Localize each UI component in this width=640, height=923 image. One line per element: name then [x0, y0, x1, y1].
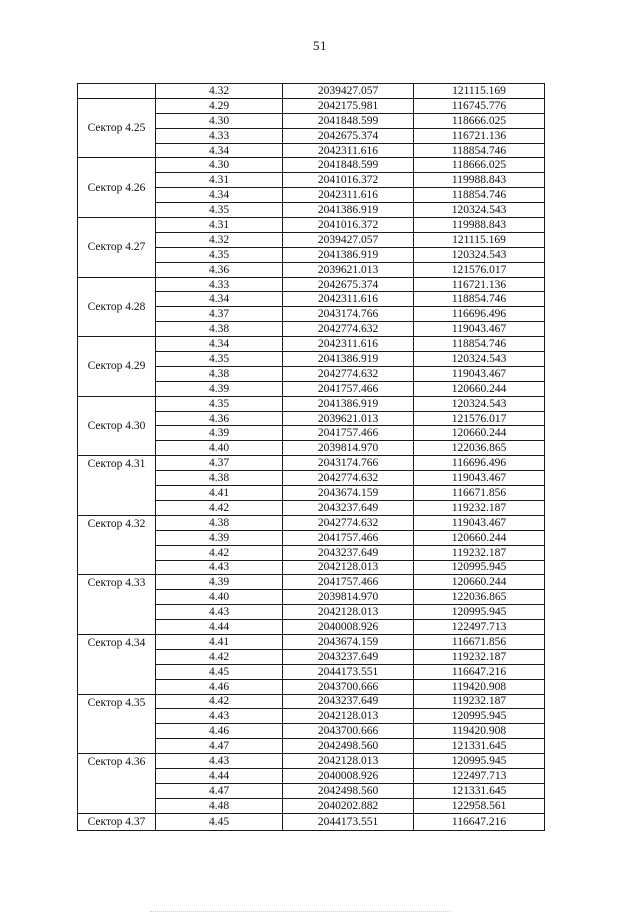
- table-row: [78, 98, 545, 113]
- y-coordinate-cell: 118854.746: [414, 292, 545, 307]
- x-coordinate-cell: 2042498.560: [283, 783, 414, 798]
- coordinates-table-body: [78, 84, 545, 831]
- point-number-cell: 4.38: [156, 515, 283, 530]
- point-number-cell: 4.43: [156, 709, 283, 724]
- x-coordinate-cell: 2041757.466: [283, 426, 414, 441]
- point-number-cell: 4.42: [156, 545, 283, 560]
- y-coordinate-cell: 116696.496: [414, 307, 545, 322]
- x-coordinate-cell: 2043674.159: [283, 486, 414, 501]
- y-coordinate-cell: 116721.136: [414, 277, 545, 292]
- point-number-cell: 4.47: [156, 783, 283, 798]
- x-coordinate-cell: 2042311.616: [283, 337, 414, 352]
- point-number-cell: 4.42: [156, 500, 283, 515]
- x-coordinate-cell: 2043237.649: [283, 649, 414, 664]
- x-coordinate-cell: 2042774.632: [283, 366, 414, 381]
- y-coordinate-cell: 122497.713: [414, 620, 545, 635]
- table-row: [78, 575, 545, 590]
- scan-artifact-line: [150, 911, 450, 912]
- x-coordinate-cell: 2041386.919: [283, 203, 414, 218]
- x-coordinate-cell: 2043700.666: [283, 679, 414, 694]
- table-row: [78, 337, 545, 352]
- x-coordinate-cell: 2041016.372: [283, 173, 414, 188]
- coordinates-table: [77, 83, 545, 831]
- sector-label: Сектор 4.25: [78, 98, 156, 158]
- x-coordinate-cell: 2042675.374: [283, 128, 414, 143]
- x-coordinate-cell: 2039621.013: [283, 411, 414, 426]
- point-number-cell: 4.30: [156, 113, 283, 128]
- point-number-cell: 4.35: [156, 352, 283, 367]
- x-coordinate-cell: 2039814.970: [283, 441, 414, 456]
- table-row: [78, 218, 545, 233]
- x-coordinate-cell: 2042311.616: [283, 188, 414, 203]
- y-coordinate-cell: 118666.025: [414, 158, 545, 173]
- point-number-cell: 4.39: [156, 530, 283, 545]
- y-coordinate-cell: 120995.945: [414, 605, 545, 620]
- y-coordinate-cell: 121576.017: [414, 411, 545, 426]
- x-coordinate-cell: 2041848.599: [283, 113, 414, 128]
- point-number-cell: 4.37: [156, 307, 283, 322]
- y-coordinate-cell: 119232.187: [414, 649, 545, 664]
- sector-label: Сектор 4.30: [78, 396, 156, 456]
- point-number-cell: 4.34: [156, 143, 283, 158]
- y-coordinate-cell: 120660.244: [414, 530, 545, 545]
- point-number-cell: 4.41: [156, 486, 283, 501]
- x-coordinate-cell: 2039427.057: [283, 84, 414, 99]
- y-coordinate-cell: 120995.945: [414, 560, 545, 575]
- y-coordinate-cell: 119043.467: [414, 366, 545, 381]
- y-coordinate-cell: 119043.467: [414, 515, 545, 530]
- y-coordinate-cell: 119043.467: [414, 322, 545, 337]
- y-coordinate-cell: 122958.561: [414, 798, 545, 813]
- x-coordinate-cell: 2042128.013: [283, 709, 414, 724]
- x-coordinate-cell: 2041848.599: [283, 158, 414, 173]
- point-number-cell: 4.39: [156, 381, 283, 396]
- point-number-cell: 4.44: [156, 768, 283, 783]
- sector-label: Сектор 4.32: [78, 515, 156, 575]
- x-coordinate-cell: 2039621.013: [283, 262, 414, 277]
- table-row: [78, 694, 545, 709]
- point-number-cell: 4.35: [156, 396, 283, 411]
- point-number-cell: 4.33: [156, 277, 283, 292]
- point-number-cell: 4.48: [156, 798, 283, 813]
- x-coordinate-cell: 2041757.466: [283, 530, 414, 545]
- point-number-cell: 4.38: [156, 322, 283, 337]
- point-number-cell: 4.43: [156, 754, 283, 769]
- sector-label: Сектор 4.29: [78, 337, 156, 397]
- point-number-cell: 4.31: [156, 218, 283, 233]
- table-row: [78, 84, 545, 99]
- x-coordinate-cell: 2042498.560: [283, 739, 414, 754]
- point-number-cell: 4.32: [156, 84, 283, 99]
- y-coordinate-cell: 119232.187: [414, 500, 545, 515]
- sector-label: Сектор 4.26: [78, 158, 156, 218]
- y-coordinate-cell: 120324.543: [414, 396, 545, 411]
- y-coordinate-cell: 118854.746: [414, 143, 545, 158]
- point-number-cell: 4.37: [156, 456, 283, 471]
- x-coordinate-cell: 2041757.466: [283, 381, 414, 396]
- y-coordinate-cell: 118854.746: [414, 337, 545, 352]
- table-row: [78, 754, 545, 769]
- y-coordinate-cell: 119420.908: [414, 679, 545, 694]
- y-coordinate-cell: 116721.136: [414, 128, 545, 143]
- y-coordinate-cell: 118854.746: [414, 188, 545, 203]
- x-coordinate-cell: 2040202.882: [283, 798, 414, 813]
- y-coordinate-cell: 116647.216: [414, 664, 545, 679]
- point-number-cell: 4.35: [156, 203, 283, 218]
- x-coordinate-cell: 2044173.551: [283, 813, 414, 830]
- point-number-cell: 4.39: [156, 426, 283, 441]
- table-row: [78, 634, 545, 649]
- y-coordinate-cell: 120660.244: [414, 575, 545, 590]
- y-coordinate-cell: 116671.856: [414, 634, 545, 649]
- x-coordinate-cell: 2043237.649: [283, 545, 414, 560]
- point-number-cell: 4.47: [156, 739, 283, 754]
- table-row: [78, 277, 545, 292]
- x-coordinate-cell: 2042311.616: [283, 143, 414, 158]
- x-coordinate-cell: 2040008.926: [283, 768, 414, 783]
- y-coordinate-cell: 121115.169: [414, 232, 545, 247]
- x-coordinate-cell: 2042774.632: [283, 515, 414, 530]
- point-number-cell: 4.35: [156, 247, 283, 262]
- point-number-cell: 4.34: [156, 188, 283, 203]
- point-number-cell: 4.41: [156, 634, 283, 649]
- x-coordinate-cell: 2041386.919: [283, 396, 414, 411]
- x-coordinate-cell: 2043700.666: [283, 724, 414, 739]
- x-coordinate-cell: 2042774.632: [283, 322, 414, 337]
- point-number-cell: 4.46: [156, 679, 283, 694]
- x-coordinate-cell: 2043174.766: [283, 456, 414, 471]
- x-coordinate-cell: 2042128.013: [283, 754, 414, 769]
- sector-label: Сектор 4.35: [78, 694, 156, 754]
- table-row: [78, 396, 545, 411]
- point-number-cell: 4.42: [156, 694, 283, 709]
- y-coordinate-cell: 121331.645: [414, 739, 545, 754]
- y-coordinate-cell: 119043.467: [414, 471, 545, 486]
- y-coordinate-cell: 121115.169: [414, 84, 545, 99]
- y-coordinate-cell: 120324.543: [414, 352, 545, 367]
- table-row: [78, 813, 545, 830]
- sector-label: Сектор 4.37: [78, 813, 156, 830]
- point-number-cell: 4.36: [156, 262, 283, 277]
- table-row: [78, 158, 545, 173]
- x-coordinate-cell: 2044173.551: [283, 664, 414, 679]
- point-number-cell: 4.32: [156, 232, 283, 247]
- y-coordinate-cell: 116696.496: [414, 456, 545, 471]
- table-row: [78, 515, 545, 530]
- point-number-cell: 4.43: [156, 605, 283, 620]
- y-coordinate-cell: 120660.244: [414, 426, 545, 441]
- point-number-cell: 4.33: [156, 128, 283, 143]
- sector-label: Сектор 4.28: [78, 277, 156, 337]
- x-coordinate-cell: 2042175.981: [283, 98, 414, 113]
- y-coordinate-cell: 119988.843: [414, 218, 545, 233]
- y-coordinate-cell: 120324.543: [414, 203, 545, 218]
- sector-label: Сектор 4.34: [78, 634, 156, 694]
- sector-label: Сектор 4.33: [78, 575, 156, 635]
- point-number-cell: 4.46: [156, 724, 283, 739]
- point-number-cell: 4.34: [156, 292, 283, 307]
- y-coordinate-cell: 116745.776: [414, 98, 545, 113]
- x-coordinate-cell: 2042311.616: [283, 292, 414, 307]
- y-coordinate-cell: 119232.187: [414, 694, 545, 709]
- y-coordinate-cell: 119232.187: [414, 545, 545, 560]
- x-coordinate-cell: 2041757.466: [283, 575, 414, 590]
- point-number-cell: 4.34: [156, 337, 283, 352]
- point-number-cell: 4.44: [156, 620, 283, 635]
- x-coordinate-cell: 2041386.919: [283, 352, 414, 367]
- y-coordinate-cell: 116647.216: [414, 813, 545, 830]
- table-row: [78, 456, 545, 471]
- y-coordinate-cell: 119420.908: [414, 724, 545, 739]
- y-coordinate-cell: 122497.713: [414, 768, 545, 783]
- sector-label: Сектор 4.36: [78, 754, 156, 814]
- point-number-cell: 4.38: [156, 366, 283, 381]
- point-number-cell: 4.29: [156, 98, 283, 113]
- point-number-cell: 4.40: [156, 441, 283, 456]
- y-coordinate-cell: 120324.543: [414, 247, 545, 262]
- x-coordinate-cell: 2040008.926: [283, 620, 414, 635]
- x-coordinate-cell: 2043674.159: [283, 634, 414, 649]
- page-number: 51: [313, 38, 327, 53]
- y-coordinate-cell: 122036.865: [414, 590, 545, 605]
- x-coordinate-cell: 2043237.649: [283, 500, 414, 515]
- point-number-cell: 4.36: [156, 411, 283, 426]
- y-coordinate-cell: 119988.843: [414, 173, 545, 188]
- y-coordinate-cell: 118666.025: [414, 113, 545, 128]
- x-coordinate-cell: 2041386.919: [283, 247, 414, 262]
- point-number-cell: 4.43: [156, 560, 283, 575]
- x-coordinate-cell: 2042774.632: [283, 471, 414, 486]
- x-coordinate-cell: 2042675.374: [283, 277, 414, 292]
- point-number-cell: 4.45: [156, 664, 283, 679]
- point-number-cell: 4.30: [156, 158, 283, 173]
- y-coordinate-cell: 116671.856: [414, 486, 545, 501]
- x-coordinate-cell: 2043237.649: [283, 694, 414, 709]
- y-coordinate-cell: 120995.945: [414, 754, 545, 769]
- point-number-cell: 4.40: [156, 590, 283, 605]
- point-number-cell: 4.31: [156, 173, 283, 188]
- sector-label: [78, 84, 156, 99]
- point-number-cell: 4.39: [156, 575, 283, 590]
- y-coordinate-cell: 120995.945: [414, 709, 545, 724]
- x-coordinate-cell: 2041016.372: [283, 218, 414, 233]
- point-number-cell: 4.42: [156, 649, 283, 664]
- y-coordinate-cell: 120660.244: [414, 381, 545, 396]
- x-coordinate-cell: 2043174.766: [283, 307, 414, 322]
- sector-label: Сектор 4.31: [78, 456, 156, 516]
- x-coordinate-cell: 2039814.970: [283, 590, 414, 605]
- sector-label: Сектор 4.27: [78, 218, 156, 278]
- y-coordinate-cell: 122036.865: [414, 441, 545, 456]
- x-coordinate-cell: 2039427.057: [283, 232, 414, 247]
- y-coordinate-cell: 121576.017: [414, 262, 545, 277]
- x-coordinate-cell: 2042128.013: [283, 560, 414, 575]
- x-coordinate-cell: 2042128.013: [283, 605, 414, 620]
- point-number-cell: 4.45: [156, 813, 283, 830]
- y-coordinate-cell: 121331.645: [414, 783, 545, 798]
- point-number-cell: 4.38: [156, 471, 283, 486]
